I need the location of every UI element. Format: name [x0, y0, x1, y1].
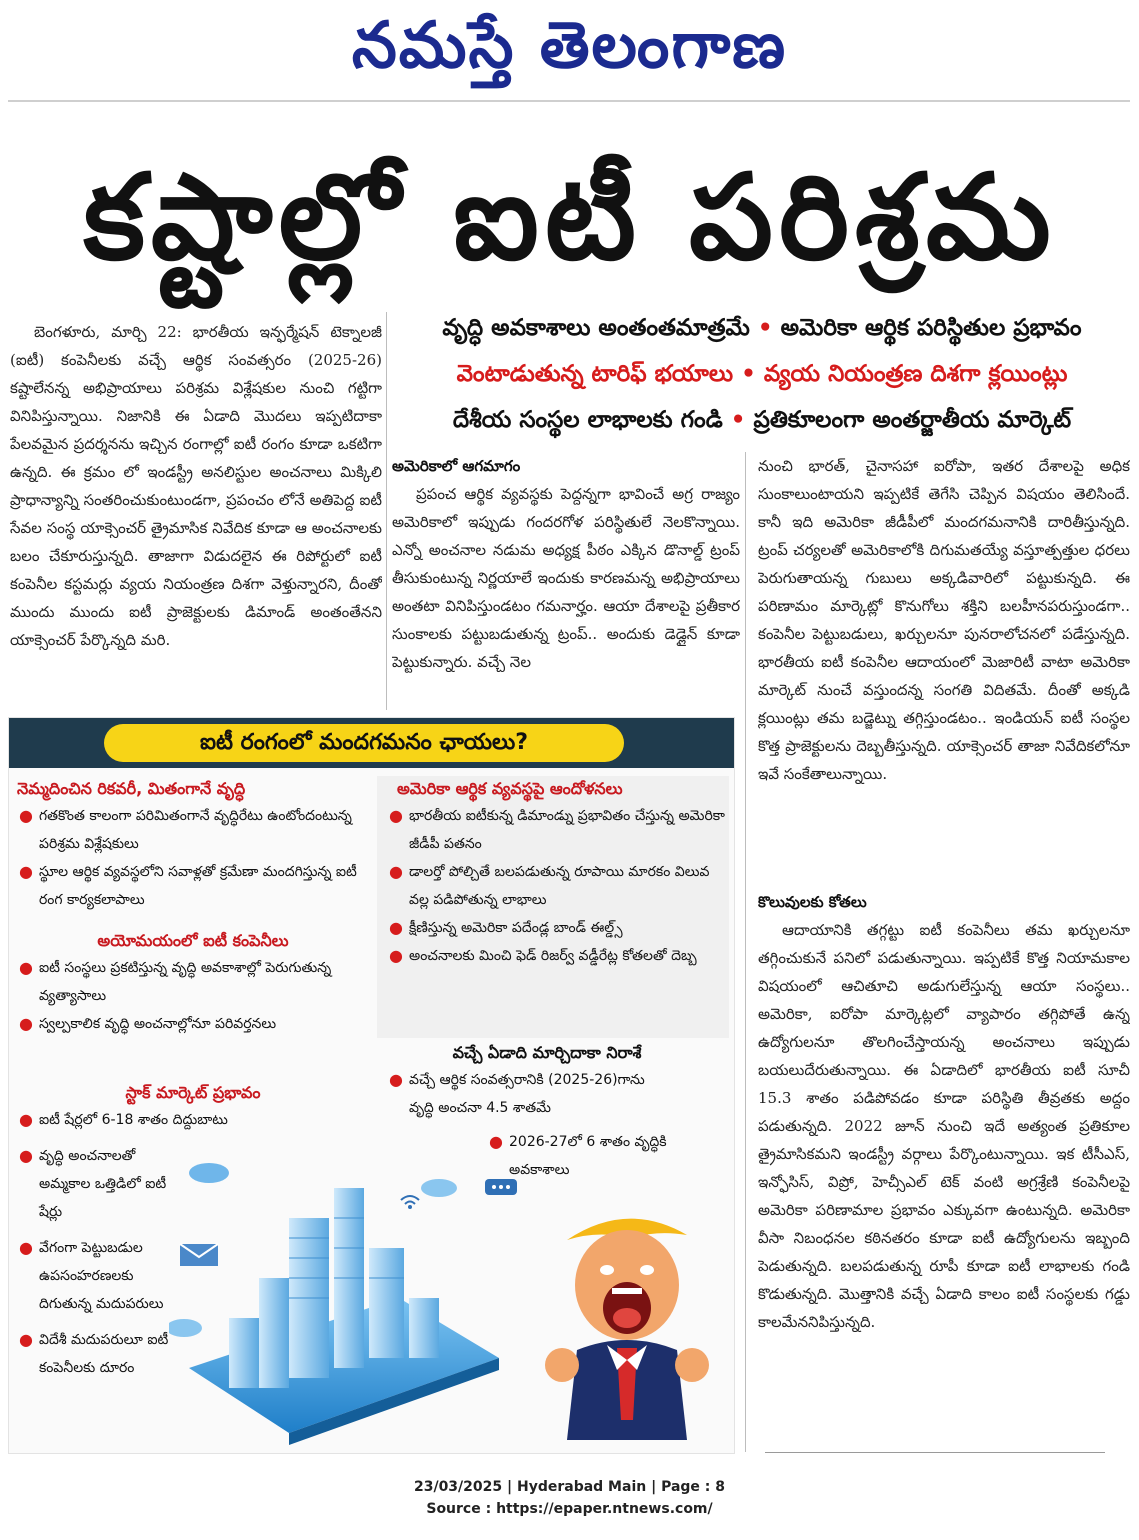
deck-line-2	[392, 354, 1132, 394]
article-column-3a	[758, 452, 1130, 872]
article-paragraph: ఆదాయానికి తగ్గట్టు ఐటీ కంపెనీలు తమ ఖర్చులనూ తగ్గించుకునే పనిలో పడుతున్నాయి. ఇప్పటికే కొత్త నియామకాల విషయంలో ఆచితూచి అడుగులేస్తున్న ఆయా సంస్థలు.. అమెరికా, ఐరోపా మార్కెట్లలో వ్యాపారం తగ్గిపోతే ఉన్న ఉద్యోగులనూ తొలగించేస్తాయన్న అంచనాలు ఇప్పుడు బయలుదేరుతున్నాయి. ఈ ఏడాదిలో భారతీయ ఐటీ సూచీ 15.3 శాతం పడిపోవడం కూడా పరిస్థితి తీవ్రతకు అద్దం పడుతున్నది. 2022 జూన్ నుంచి ఇదే అత్యంత ప్రతికూల త్రైమాసికమని ఇండస్ట్రీ వర్గాలు పేర్కొంటున్నాయి. ఇక టీసీఎస్, ఇన్ఫోసిస్, విప్రో, హెచ్సీఎల్ టెక్ వంటి అగ్రశ్రేణి కంపెనీలపై అమెరికా పరిణామాల ప్రభావం ఎక్కువగా ఉంటున్నది. అమెరికా వీసా నిబంధనల కఠినతరం కూడా ఐటీ ఉద్యోగులను ఇబ్బంది పెడుతున్నది. బలపడుతున్న రూపీ కూడా ఐటీ లాభాలకు గండి కొడుతున్నది. మొత్తానికి వచ్చే ఏడాది కాలం ఐటీ సంస్థలకు గడ్డు కాలమేననిపిస్తున్నది.	[758, 921, 1130, 1331]
deck-item: దేశీయ సంస్థల లాభాలకు గండి	[452, 407, 723, 433]
deck-line-1	[392, 308, 1132, 348]
page-footer	[0, 1476, 1139, 1520]
info-bullet: ● భారతీయ ఐటీకున్న డిమాండ్ను ప్రభావితం చేస్తున్న అమెరికా జీడీపీ పతనం	[389, 806, 725, 852]
chat-bubble-icon	[484, 1178, 518, 1200]
info-bullet: ● స్వల్పకాలిక వృద్ధి అంచనాల్లోనూ పరివర్తనలు	[19, 1014, 277, 1033]
deck-line-3	[392, 400, 1132, 440]
deck-item: ప్రతికూలంగా అంతర్జాతీయ మార్కెట్	[753, 407, 1072, 433]
info-bullet-text: స్వల్పకాలిక వృద్ధి అంచనాల్లోనూ పరివర్తనలు	[39, 1016, 277, 1032]
info-bullet: ● 2026-27లో 6 శాతం వృద్ధికి అవకాశాలు	[489, 1132, 667, 1178]
masthead	[0, 6, 1139, 86]
section-subhead: అమెరికాలో ఆగమాగం	[392, 457, 521, 475]
deck-bullet: •	[741, 361, 756, 387]
deck-bullet: •	[730, 407, 746, 433]
infographic-right-panel	[377, 776, 729, 1038]
info-bullet: ● వేగంగా పెట్టుబడుల ఉపసంహరణలకు దిగుతున్న మదుపరులు	[19, 1238, 164, 1312]
article-paragraph: ప్రపంచ ఆర్థిక వ్యవస్థకు పెద్దన్నగా భావించే అగ్ర రాజ్యం అమెరికాలో ఇప్పుడు గందరగోళ పరిస్థితులే నెలకొన్నాయి. ఎన్నో అంచనాల నడుమ అధ్యక్ష పీఠం ఎక్కిన డొనాల్డ్ ట్రంప్ తీసుకుంటున్న నిర్ణయాలే ఇందుకు కారణమన్న అభిప్రాయాలు అంతటా వినిపిస్తుండటం గమనార్హం. ఆయా దేశాలపై ప్రతీకార సుంకాలకు పట్టుబడుతున్న ట్రంప్.. అందుకు డెడ్లైన్ కూడా పెట్టుకున్నారు. వచ్చే నెల	[392, 485, 740, 671]
article-column-3b	[758, 888, 1130, 1428]
info-bullet-text: ఐటీ షేర్లలో 6-18 శాతం దిద్దుబాటు	[39, 1112, 228, 1128]
info-bullet-text: డాలర్తో పోల్చితే బలపడుతున్న రూపాయి మారకం విలువ వల్ల పడిపోతున్న లాభాలు	[409, 864, 710, 908]
section-subhead: కొలువులకు కోతలు	[758, 893, 867, 911]
masthead-divider	[8, 100, 1130, 102]
deck-item: వ్యయ నియంత్రణ దిశగా క్లయింట్లు	[763, 361, 1068, 387]
info-bullet: ● విదేశీ మదుపరులూ ఐటీ కంపెనీలకు దూరం	[19, 1330, 169, 1376]
envelope-icon	[179, 1243, 219, 1267]
info-bullet-text: వృద్ధి అంచనాలతో అమ్మకాల ఒత్తిడిలో ఐటీ షేర్లు	[39, 1148, 167, 1220]
info-bullet: ● అంచనాలకు మించి ఫెడ్ రిజర్వ్ వడ్డీరేట్ల కోతలతో దెబ్బ	[389, 946, 697, 965]
cartoon-figure-illustration	[537, 1200, 717, 1440]
info-bullet-text: గతకొంత కాలంగా పరిమితంగానే వృద్ధిరేటు ఉంటోందంటున్న పరిశ్రమ విశ్లేషకులు	[39, 808, 352, 852]
info-bullet-text: స్థూల ఆర్థిక వ్యవస్థలోని సవాళ్లతో క్రమేణా మందగిస్తున్న ఐటీ రంగ కార్యకలాపాలు	[39, 864, 357, 908]
info-bullet-text: వేగంగా పెట్టుబడుల ఉపసంహరణలకు దిగుతున్న మదుపరులు	[39, 1240, 164, 1312]
article-column-2	[392, 452, 740, 707]
column-divider	[745, 452, 746, 1452]
info-bullet-text: విదేశీ మదుపరులూ ఐటీ కంపెనీలకు దూరం	[39, 1332, 169, 1376]
headline	[10, 132, 1130, 302]
info-bullet: ● వృద్ధి అంచనాలతో అమ్మకాల ఒత్తిడిలో ఐటీ షేర్లు	[19, 1146, 167, 1220]
infographic	[8, 717, 735, 1454]
info-bullet: ● క్షీణిస్తున్న అమెరికా పదేండ్ల బాండ్ ఈల్డ్స్	[389, 918, 623, 937]
article-column-1	[10, 318, 382, 708]
info-bullet-text: 2026-27లో 6 శాతం వృద్ధికి అవకాశాలు	[509, 1134, 667, 1178]
column-end-rule	[765, 1452, 1105, 1453]
article-paragraph: బెంగళూరు, మార్చి 22: భారతీయ ఇన్ఫర్మేషన్ టెక్నాలజీ (ఐటీ) కంపెనీలకు వచ్చే ఆర్థిక సంవత్సరం (2025-26) కష్టాలేనన్న అభిప్రాయాలు పరిశ్రమ విశ్లేషకుల నుంచి గట్టిగా వినిపిస్తున్నాయి. నిజానికి ఈ ఏడాది మొదలు ఇప్పటిదాకా పేలవమైన ప్రదర్శనను ఇచ్చిన రంగాల్లో ఐటీ రంగం కూడా ఒకటిగా ఉన్నది. ఈ క్రమం లో ఇండస్ట్రీ అనలిస్టుల అంచనాలు మిక్కిలి ప్రాధాన్యాన్ని సంతరించుకుంటుండగా, ప్రపంచం లోనే అతిపెద్ద ఐటీ సేవల సంస్థ యాక్సెంచర్ త్రైమాసిక నివేదిక కూడా ఆ అంచనాలకు బలం చేకూరుస్తున్నది. తాజాగా విడుదలైన ఈ రిపోర్టులో ఐటీ కంపెనీల కస్టమర్లు వ్యయ నియంత్రణ దిశగా వెళ్తున్నారని, దీంతో ముందు ముందు ఐటీ ప్రాజెక్టులకు డిమాండ్ అంతంతేనని యాక్సెంచర్ పేర్కొన్నది మరి.	[10, 323, 382, 649]
info-bullet: ● ఐటీ షేర్లలో 6-18 శాతం దిద్దుబాటు	[19, 1110, 228, 1129]
deck-item: అమెరికా ఆర్థిక పరిస్థితుల ప్రభావం	[780, 315, 1082, 341]
info-bullet-text: క్షీణిస్తున్న అమెరికా పదేండ్ల బాండ్ ఈల్డ్స్	[409, 920, 623, 936]
deck-item: వెంటాడుతున్న టారిఫ్ భయాలు	[456, 361, 734, 387]
info-bullet-text: వచ్చే ఆర్థిక సంవత్సరానికి (2025-26)గాను వృద్ధి అంచనా 4.5 శాతమే	[409, 1072, 645, 1116]
info-bullet: ● వచ్చే ఆర్థిక సంవత్సరానికి (2025-26)గాను వృద్ధి అంచనా 4.5 శాతమే	[389, 1070, 645, 1116]
wifi-icon	[399, 1194, 421, 1210]
info-bullet-text: అంచనాలకు మించి ఫెడ్ రిజర్వ్ వడ్డీరేట్ల కోతలతో దెబ్బ	[409, 948, 697, 964]
info-heading: అయోమయంలో ఐటీ కంపెనీలు	[97, 931, 289, 950]
info-heading: స్టాక్ మార్కెట్ ప్రభావం	[125, 1083, 261, 1102]
info-bullet-text: ఐటీ సంస్థలు ప్రకటిస్తున్న వృద్ధి అవకాశాల్లో పెరుగుతున్న వ్యత్యాసాలు	[39, 960, 332, 1004]
info-heading: వచ్చే ఏడాది మార్చిదాకా నిరాశే	[452, 1043, 642, 1062]
infographic-title: ఐటీ రంగంలో మందగమనం ఛాయలు?	[104, 724, 624, 762]
info-heading: అమెరికా ఆర్థిక వ్యవస్థపై ఆందోళనలు	[397, 779, 623, 798]
article-paragraph: నుంచి భారత్, చైనాసహా ఐరోపా, ఇతర దేశాలపై అధిక సుంకాలుంటాయని ఇప్పటికే తెగేసి చెప్పిన విషయం తెలిసిందే. కానీ ఇది అమెరికా జీడీపీలో మందగమనానికి దారితీస్తున్నది. ట్రంప్ చర్యలతో అమెరికాలోకి దిగుమతయ్యే వస్తూత్పత్తుల ధరలు పెరుగుతాయన్న గుబులు అక్కడివారిలో పట్టుకున్నది. ఈ పరిణామం మార్కెట్లో కొనుగోలు శక్తిని బలహీనపరుస్తుండగా.. కంపెనీల పెట్టుబడులు, ఖర్చులనూ పునరాలోచనలో పడేస్తున్నది. భారతీయ ఐటీ కంపెనీల ఆదాయంలో మెజారిటీ వాటా అమెరికా మార్కెట్ నుంచే వస్తుందన్న సంగతి విదితమే. దీంతో అక్కడి క్లయింట్లు తమ బడ్జెట్ను తగ్గిస్తుండటం.. ఇండియన్ ఐటీ సంస్థల కొత్త ప్రాజెక్టులను దెబ్బతీస్తున్నది. యాక్సెంచర్ తాజా నివేదికలోనూ ఇవే సంకేతాలున్నాయి.	[758, 457, 1130, 783]
column-divider	[386, 312, 387, 710]
info-bullet: ● డాలర్తో పోల్చితే బలపడుతున్న రూపాయి మారకం విలువ వల్ల పడిపోతున్న లాభాలు	[389, 862, 710, 908]
infographic-title-bar	[9, 718, 734, 768]
info-heading: నెమ్మదించిన రికవరీ, మితంగానే వృద్ధి	[17, 779, 246, 798]
city-tablet-illustration	[169, 1148, 509, 1448]
masthead-logo: నమస్తే తెలంగాణ	[351, 8, 788, 83]
deck-bullet: •	[757, 315, 773, 341]
info-bullet-text: భారతీయ ఐటీకున్న డిమాండ్ను ప్రభావితం చేస్తున్న అమెరికా జీడీపీ పతనం	[409, 808, 725, 852]
footer-edition-info: 23/03/2025 | Hyderabad Main | Page : 8	[413, 1479, 726, 1495]
info-bullet: ● గతకొంత కాలంగా పరిమితంగానే వృద్ధిరేటు ఉంటోందంటున్న పరిశ్రమ విశ్లేషకులు	[19, 806, 352, 852]
info-bullet: ● ఐటీ సంస్థలు ప్రకటిస్తున్న వృద్ధి అవకాశాల్లో పెరుగుతున్న వ్యత్యాసాలు	[19, 958, 332, 1004]
deck-item: వృద్ధి అవకాశాలు అంతంతమాత్రమే	[442, 315, 750, 341]
info-bullet: ● స్థూల ఆర్థిక వ్యవస్థలోని సవాళ్లతో క్రమేణా మందగిస్తున్న ఐటీ రంగ కార్యకలాపాలు	[19, 862, 357, 908]
headline-text: కష్టాల్లో ఐటీ పరిశ్రమ	[83, 148, 1057, 286]
footer-source: Source : https://epaper.ntnews.com/	[426, 1501, 713, 1517]
